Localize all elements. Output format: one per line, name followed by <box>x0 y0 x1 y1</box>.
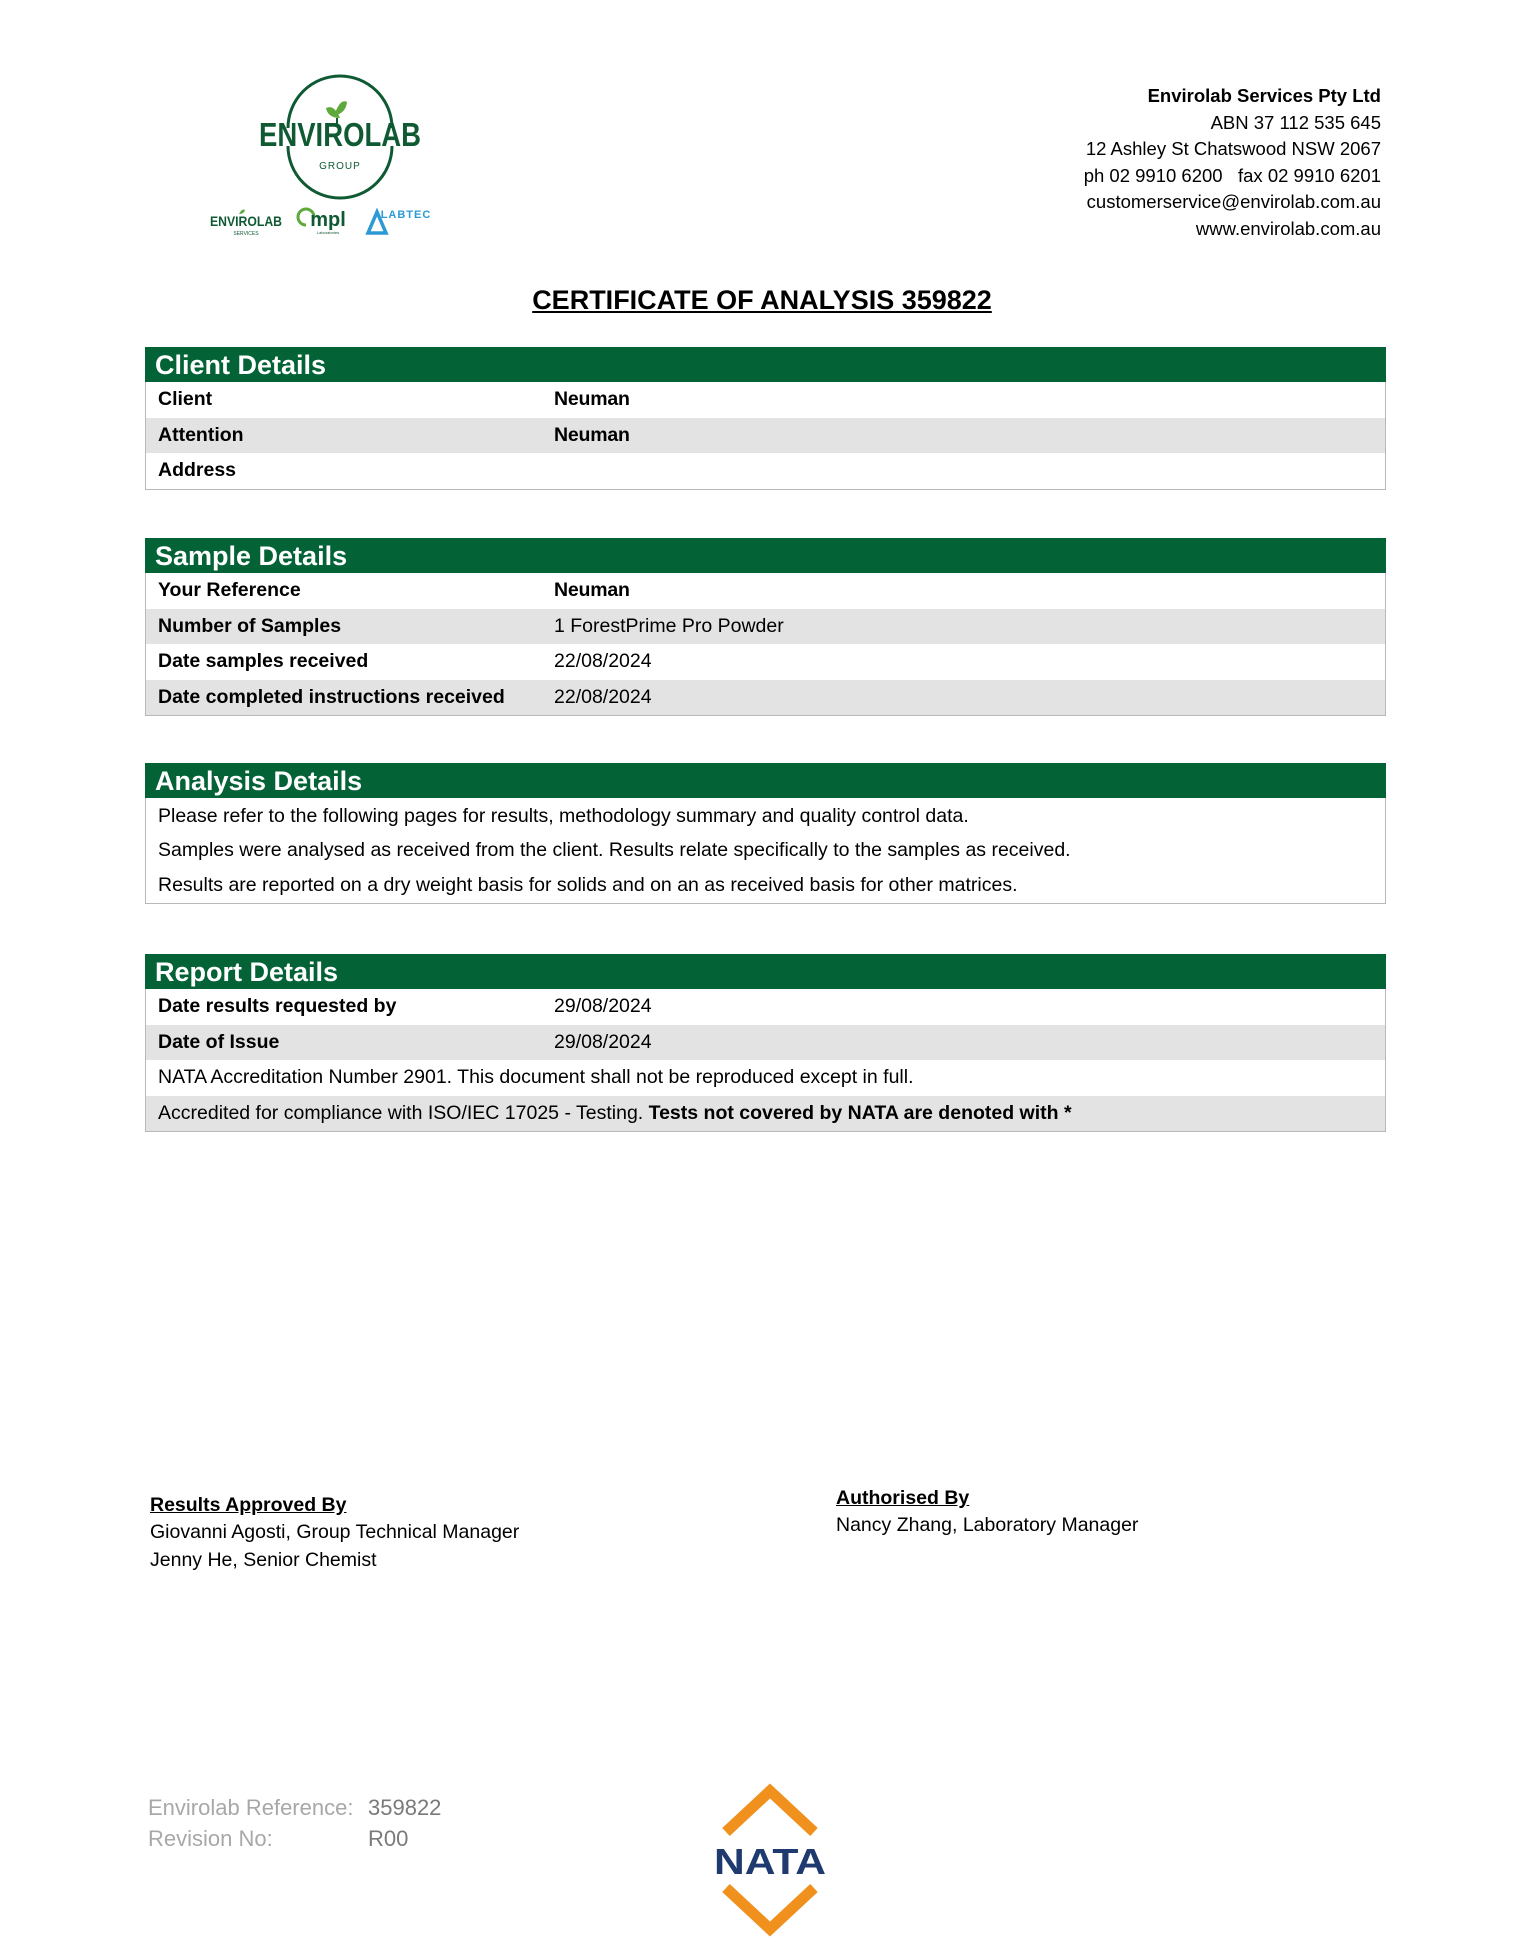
company-info <box>1084 83 1381 242</box>
approver-name: Giovanni Agosti, Group Technical Manager <box>150 1521 520 1543</box>
revision-label: Revision No: <box>148 1826 273 1851</box>
date-requested-row <box>146 989 1385 1025</box>
results-approved-block <box>150 1494 519 1574</box>
number-of-samples-row <box>146 609 1385 645</box>
attention-row <box>146 418 1385 454</box>
labtec-logo <box>368 209 431 233</box>
client-details-section <box>145 347 1386 490</box>
your-reference-value: Neuman <box>554 579 630 601</box>
number-of-samples-value: 1 ForestPrime Pro Powder <box>554 614 784 637</box>
logo-brand-text: ENVIROLAB <box>259 116 421 153</box>
date-of-issue-label: Date of Issue <box>158 1030 280 1053</box>
mpl-logo <box>298 209 346 235</box>
your-reference-row <box>146 573 1385 609</box>
analysis-details-section <box>145 763 1386 904</box>
nata-accreditation-row <box>146 1060 1385 1096</box>
svg-text:SERVICES: SERVICES <box>233 231 259 237</box>
attention-value: Neuman <box>554 423 630 446</box>
report-details-section <box>145 954 1386 1132</box>
iso-compliance-row <box>146 1096 1385 1132</box>
envirolab-group-logo <box>250 80 430 192</box>
company-name: Envirolab Services Pty Ltd <box>1147 85 1381 106</box>
date-requested-label: Date results requested by <box>158 995 397 1017</box>
svg-text:LABTEC: LABTEC <box>380 209 432 221</box>
date-received-label: Date samples received <box>158 650 369 672</box>
nata-accreditation-text: NATA Accreditation Number 2901. This document shall not be reproduced except in full. <box>158 1066 914 1088</box>
reference-value: 359822 <box>368 1795 442 1820</box>
date-of-issue-row <box>146 1025 1385 1061</box>
client-label: Client <box>158 388 213 410</box>
client-details-heading: Client Details <box>145 347 1386 382</box>
sample-details-heading: Sample Details <box>145 538 1386 573</box>
logo-sub-text: GROUP <box>319 161 361 172</box>
sub-brand-logos <box>210 206 470 242</box>
document-title: CERTIFICATE OF ANALYSIS 359822 <box>532 285 992 315</box>
authorised-by-block <box>836 1487 1138 1539</box>
address-row <box>146 453 1385 489</box>
analysis-line: Samples were analysed as received from the client. Results relate specifically to the samples as received. <box>158 839 1071 861</box>
nata-logo-text: NATA <box>714 1841 827 1882</box>
report-details-heading: Report Details <box>145 954 1386 989</box>
date-of-issue-value: 29/08/2024 <box>554 1030 652 1053</box>
company-phone-fax: ph 02 9910 6200 fax 02 9910 6201 <box>1083 164 1381 186</box>
date-received-value: 22/08/2024 <box>554 650 652 672</box>
number-of-samples-label: Number of Samples <box>158 614 342 637</box>
envirolab-reference-block <box>148 1792 441 1854</box>
client-row <box>146 382 1385 418</box>
client-value: Neuman <box>554 388 630 410</box>
svg-text:ENVIROLAB: ENVIROLAB <box>210 213 282 229</box>
attention-label: Attention <box>158 423 244 446</box>
company-address: 12 Ashley St Chatswood NSW 2067 <box>1085 138 1381 159</box>
authorised-by-heading: Authorised By <box>836 1487 970 1509</box>
revision-value: R00 <box>368 1826 409 1851</box>
svg-text:mpl: mpl <box>310 209 346 231</box>
address-label: Address <box>158 459 237 481</box>
analysis-line: Please refer to the following pages for results, methodology summary and quality control data. <box>158 805 969 827</box>
nata-denoted-note: Tests not covered by NATA are denoted with * <box>648 1101 1072 1124</box>
authoriser-name: Nancy Zhang, Laboratory Manager <box>836 1514 1139 1536</box>
reference-label: Envirolab Reference: <box>148 1795 354 1820</box>
company-email[interactable]: customerservice@envirolab.com.au <box>1086 191 1381 212</box>
company-website[interactable]: www.envirolab.com.au <box>1195 217 1381 239</box>
company-abn: ABN 37 112 535 645 <box>1210 111 1381 133</box>
sample-details-section <box>145 538 1386 716</box>
date-requested-value: 29/08/2024 <box>554 995 652 1017</box>
date-instructions-label: Date completed instructions received <box>158 685 505 708</box>
nata-logo <box>712 1787 828 1933</box>
envirolab-services-logo <box>210 210 282 238</box>
approver-name: Jenny He, Senior Chemist <box>150 1549 377 1571</box>
date-received-row <box>146 644 1385 680</box>
analysis-details-heading: Analysis Details <box>145 763 1386 798</box>
analysis-line: Results are reported on a dry weight basis for solids and on an as received basis for other matrices. <box>158 874 1018 896</box>
iso-compliance-text: Accredited for compliance with ISO/IEC 17025 - Testing. Tests not covered by NATA are denoted with * <box>158 1101 1072 1124</box>
date-instructions-value: 22/08/2024 <box>554 685 652 708</box>
date-instructions-row <box>146 680 1385 716</box>
svg-text:Laboratories: Laboratories <box>316 230 340 235</box>
your-reference-label: Your Reference <box>158 579 301 601</box>
results-approved-heading: Results Approved By <box>150 1494 347 1516</box>
